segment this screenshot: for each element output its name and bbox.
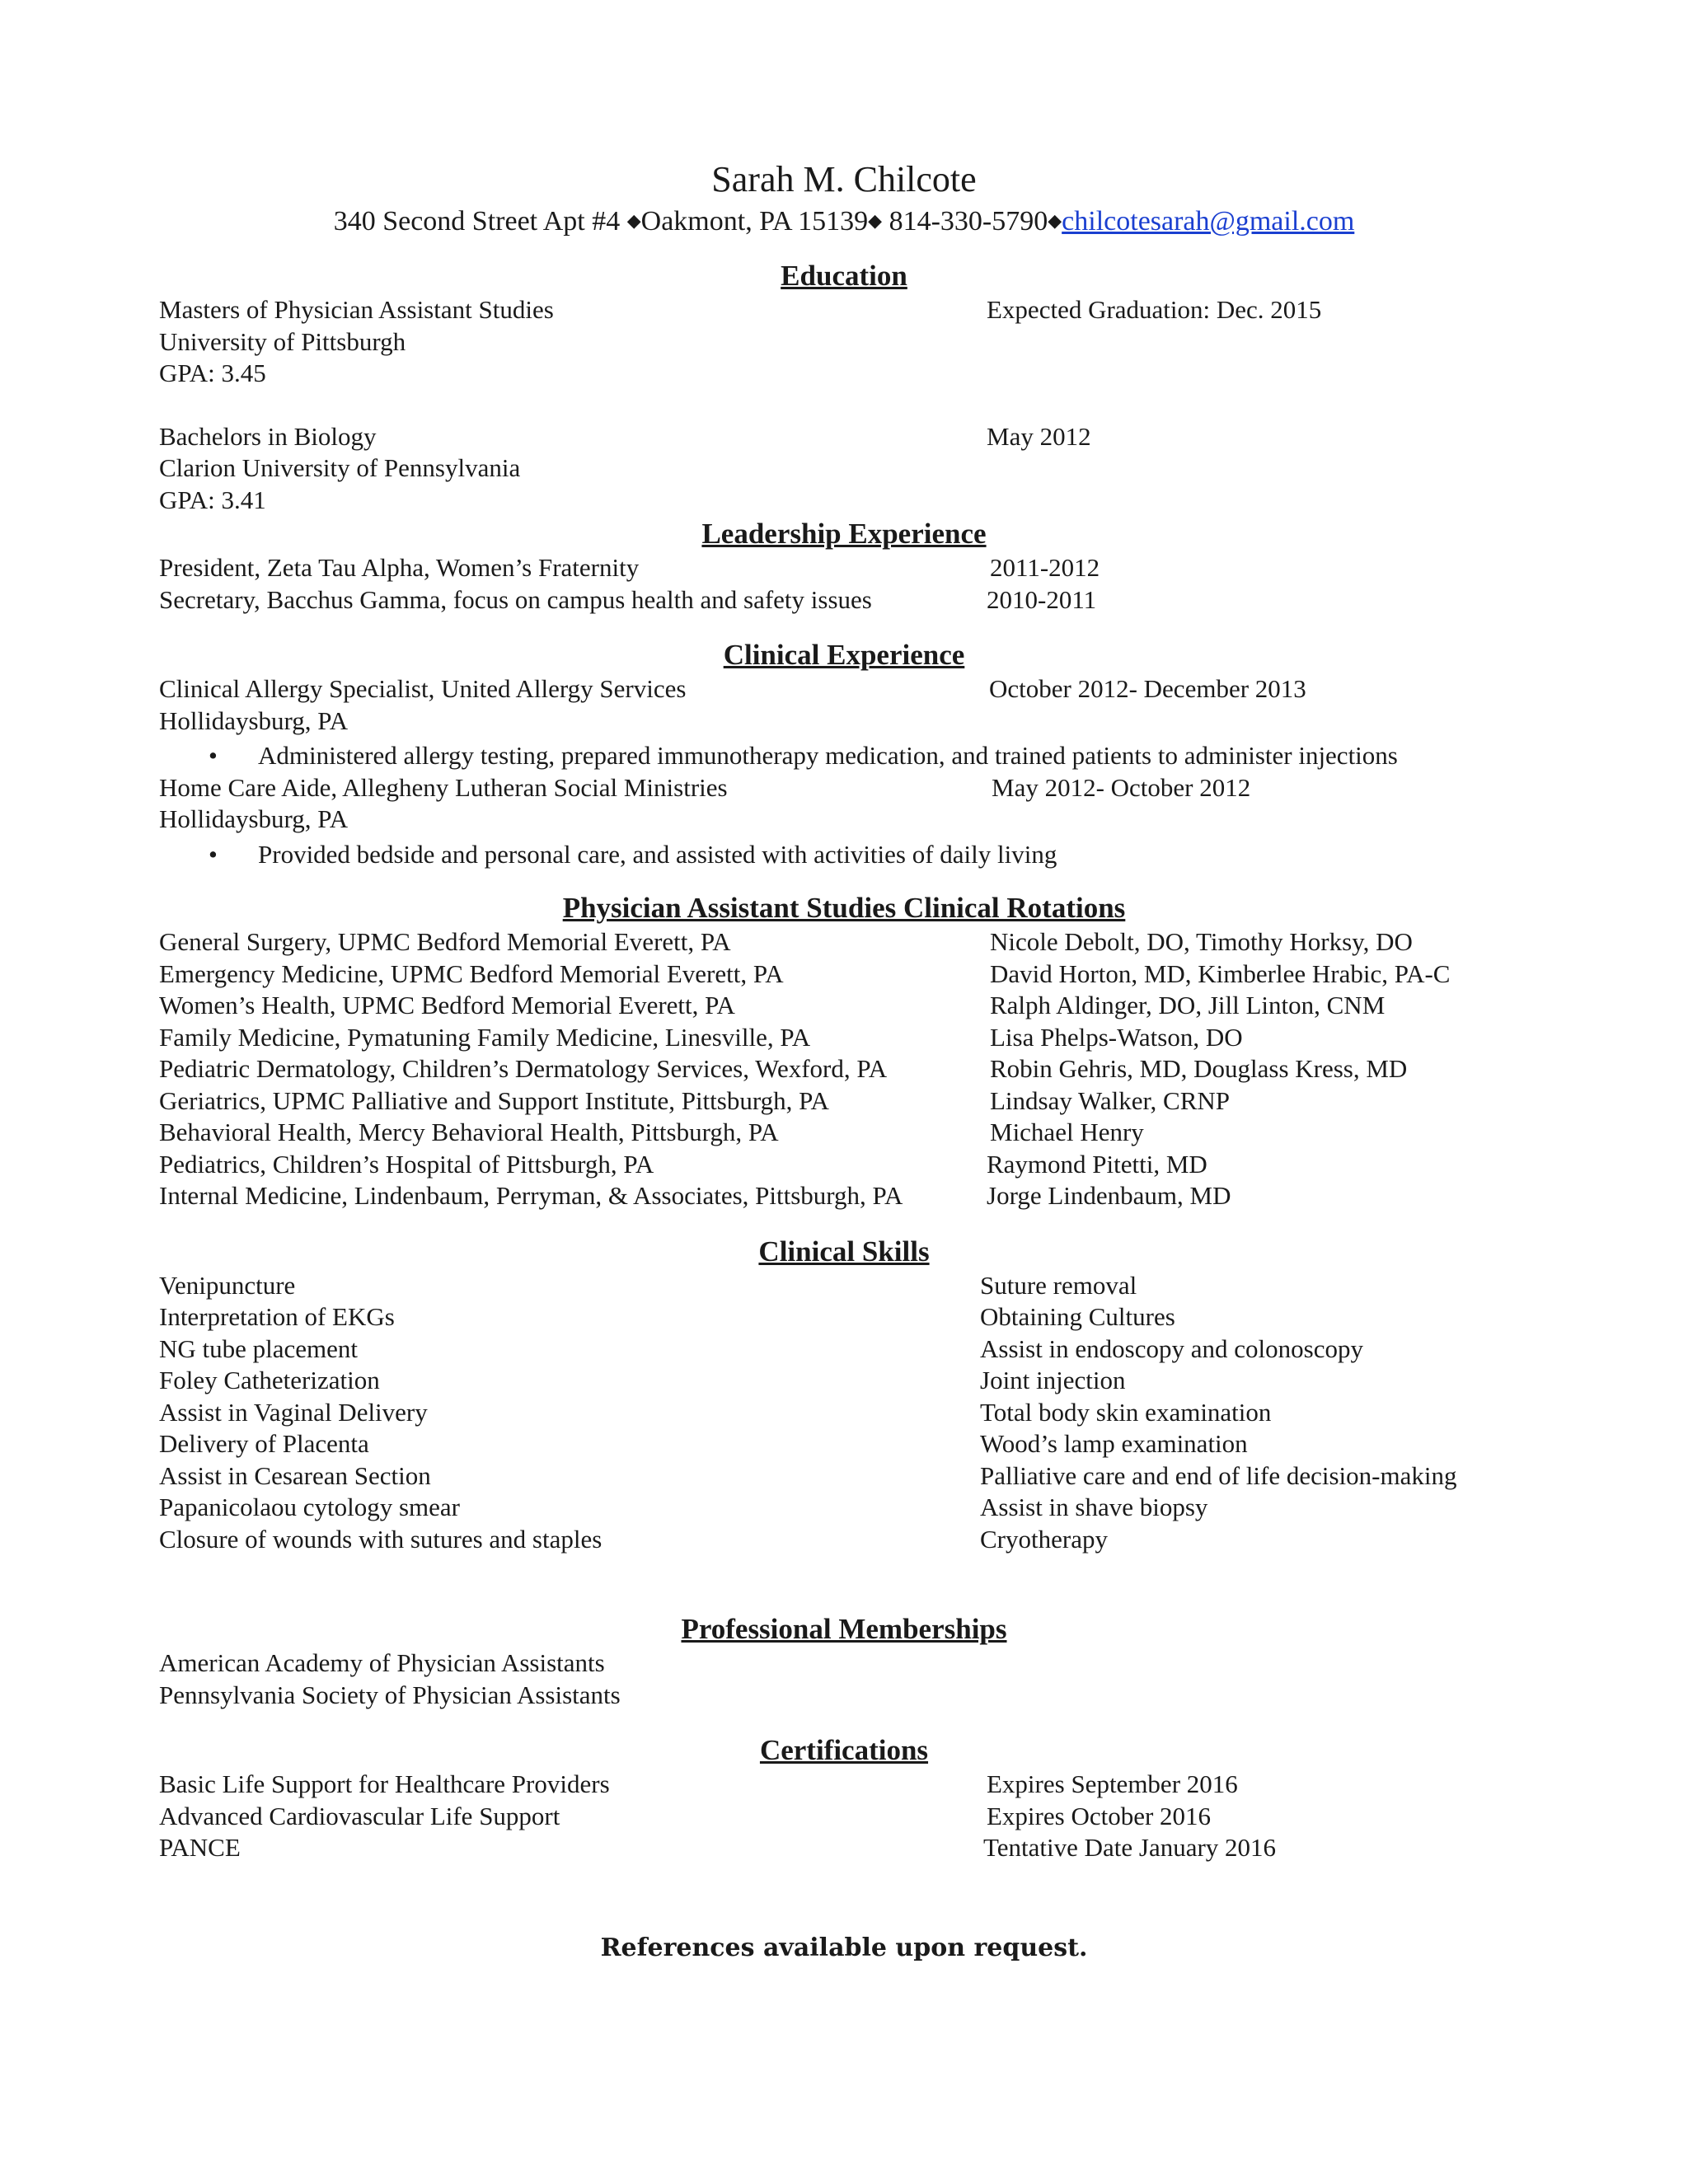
job-location: Hollidaysburg, PA [159, 705, 349, 735]
clinical-heading: Clinical Experience [723, 639, 965, 671]
degree-date: May 2012 [987, 421, 1091, 451]
references-note: References available upon request. [600, 1933, 1088, 1962]
leadership-item: President, Zeta Tau Alpha, Women’s Fraternity 2011-2012 [159, 553, 1100, 582]
skill-row: Delivery of Placenta Wood’s lamp examination [159, 1429, 1248, 1458]
skill-row: Assist in Cesarean Section Palliative care and end of life decision-making [159, 1460, 1457, 1490]
rotation-row: General Surgery, UPMC Bedford Memorial Everett, PA Nicole Debolt, DO, Timothy Horksy, DO [159, 927, 1413, 956]
membership-item: Pennsylvania Society of Physician Assistants [159, 1680, 621, 1709]
skill-row: Venipuncture Suture removal [159, 1270, 1137, 1300]
degree: Bachelors in Biology [159, 421, 377, 451]
rotations-heading: Physician Assistant Studies Clinical Rotations [562, 892, 1126, 924]
job-role: Home Care Aide, Allegheny Lutheran Social Ministries [159, 772, 728, 802]
certification-item: Advanced Cardiovascular Life Support Expires October 2016 [159, 1801, 1212, 1830]
skill-row: Assist in Vaginal Delivery Total body skin examination [159, 1397, 1272, 1427]
gpa: GPA: 3.45 [159, 359, 266, 387]
job-entry [159, 772, 1529, 871]
rotation-row: Pediatrics, Children’s Hospital of Pittsburgh, PA Raymond Pitetti, MD [159, 1149, 1207, 1179]
degree: Masters of Physician Assistant Studies [159, 295, 554, 324]
phone: 814-330-5790 [889, 206, 1048, 237]
school: University of Pittsburgh [159, 326, 406, 356]
applicant-name: Sarah M. Chilcote [711, 159, 977, 199]
rotation-row: Behavioral Health, Mercy Behavioral Health, Pittsburgh, PA Michael Henry [159, 1118, 1144, 1146]
skill-row: Foley Catheterization Joint injection [159, 1366, 1126, 1394]
job-role: Clinical Allergy Specialist, United Allergy Services [159, 674, 687, 703]
rotation-row: Geriatrics, UPMC Palliative and Support Institute, Pittsburgh, PA Lindsay Walker, CRNP [159, 1085, 1231, 1115]
resume-page [159, 157, 1529, 1965]
leadership-heading: Leadership Experience [701, 518, 987, 550]
education-entry [159, 421, 1529, 517]
bullet-icon: • [209, 741, 218, 770]
address: 340 Second Street Apt #4 [333, 206, 621, 237]
city: Oakmont, PA 15139 [640, 206, 869, 237]
contact-line [159, 203, 1529, 240]
email-link[interactable]: chilcotesarah@gmail.com [1062, 206, 1355, 237]
separator-icon: ◆ [1048, 210, 1062, 231]
rotation-row: Pediatric Dermatology, Children’s Dermatology Services, Wexford, PA Robin Gehris, MD, Douglass Kress, MD [159, 1054, 1408, 1083]
rotation-row: Family Medicine, Pymatuning Family Medicine, Linesville, PA Lisa Phelps-Watson, DO [159, 1022, 1243, 1052]
gpa: GPA: 3.41 [159, 485, 266, 514]
job-duty: Provided bedside and personal care, and assisted with activities of daily living [258, 839, 1057, 869]
job-duty: Administered allergy testing, prepared immunotherapy medication, and trained patients to administer injections [258, 741, 1398, 770]
rotation-row: Emergency Medicine, UPMC Bedford Memorial Everett, PA David Horton, MD, Kimberlee Hrabic, PA-C [159, 958, 1451, 988]
education-heading: Education [781, 260, 907, 292]
skill-row: NG tube placement Assist in endoscopy and colonoscopy [159, 1333, 1363, 1363]
job-entry [159, 673, 1529, 772]
certifications-heading: Certifications [759, 1734, 929, 1766]
rotation-row: Internal Medicine, Lindenbaum, Perryman, & Associates, Pittsburgh, PA Jorge Lindenbaum, MD [159, 1181, 1231, 1210]
bullet-icon: • [209, 839, 218, 869]
job-date: October 2012- December 2013 [989, 674, 1306, 703]
separator-icon: ◆ [626, 210, 641, 231]
certification-item: PANCE Tentative Date January 2016 [159, 1833, 1277, 1862]
certification-item: Basic Life Support for Healthcare Providers Expires September 2016 [159, 1769, 1238, 1798]
rotation-row: Women’s Health, UPMC Bedford Memorial Everett, PA Ralph Aldinger, DO, Jill Linton, CNM [159, 991, 1386, 1019]
job-date: May 2012- October 2012 [992, 772, 1251, 802]
memberships-heading: Professional Memberships [681, 1613, 1007, 1645]
membership-item: American Academy of Physician Assistants [159, 1648, 605, 1677]
skill-row: Interpretation of EKGs Obtaining Cultures [159, 1302, 1175, 1331]
skills-list [159, 1270, 1529, 1556]
job-location: Hollidaysburg, PA [159, 804, 349, 833]
skill-row: Closure of wounds with sutures and staples Cryotherapy [159, 1524, 1108, 1554]
rotations-list [159, 926, 1529, 1212]
education-entry [159, 294, 1529, 390]
skill-row: Papanicolaou cytology smear Assist in shave biopsy [159, 1493, 1208, 1521]
skills-heading: Clinical Skills [758, 1235, 930, 1268]
degree-date: Expected Graduation: Dec. 2015 [987, 295, 1322, 324]
leadership-item: Secretary, Bacchus Gamma, focus on campus health and safety issues 2010-2011 [159, 584, 1097, 614]
separator-icon: ◆ [868, 210, 883, 231]
school: Clarion University of Pennsylvania [159, 453, 521, 482]
